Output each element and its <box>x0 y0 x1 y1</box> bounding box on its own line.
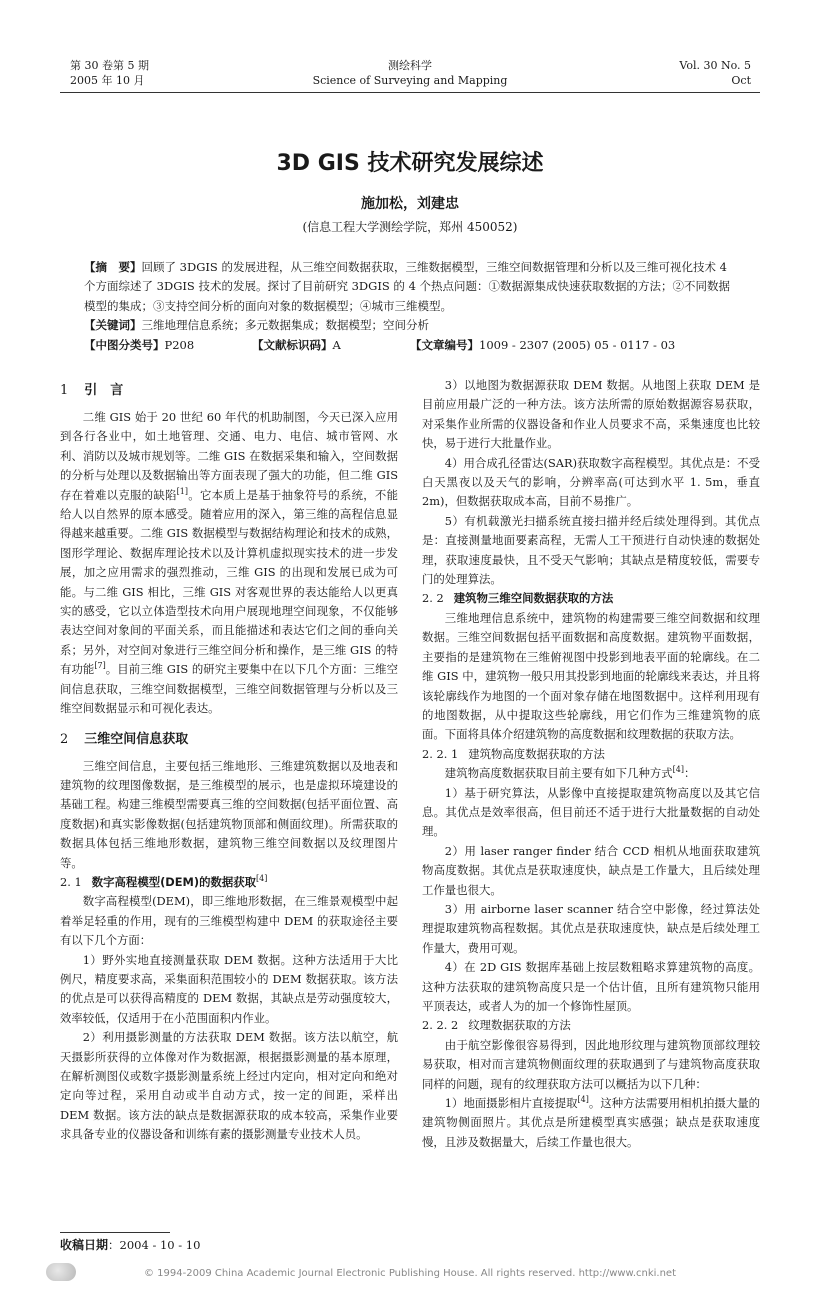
citation: [1] <box>176 486 188 496</box>
received-date <box>60 1236 200 1253</box>
article-number-label: 【文章编号】 <box>410 337 479 352</box>
doc-code-label: 【文献标识码】 <box>252 337 333 352</box>
clc-value: P208 <box>164 337 195 352</box>
paper-authors: 施加松，刘建忠 <box>361 196 459 212</box>
paper-title: 3D GIS 技术研究发展综述 <box>276 151 544 176</box>
list-item <box>422 1094 760 1152</box>
list-item: 3）以地图为数据源获取 DEM 数据。从地图上获取 DEM 是目前应用最广泛的一种方法。该方法所需的原始数据源容易获取，对采集作业所需的仪器设备和作业人员要求不高，采集速度也比较快，易于进行大批量作业。 <box>422 378 760 451</box>
doc-code-value: A <box>332 337 341 352</box>
list-item: 4）在 2D GIS 数据库基础上按层数粗略求算建筑物的高度。这种方法获取的建筑物高度只是一个估计值，且所有建筑物只能用平顶表达，或者人为的加一个修饰性屋顶。 <box>422 960 760 1013</box>
paragraph-text: 建筑物高度数据获取目前主要有如下几种方式 <box>444 766 673 781</box>
keywords-text: 三维地理信息系统；多元数据集成；数据模型；空间分析 <box>141 318 429 333</box>
volume-issue-en: Vol. 30 No. 5 <box>679 59 751 72</box>
section-number: 1 <box>60 383 69 398</box>
subsection-title: 建筑物高度数据获取的方法 <box>468 746 605 761</box>
subsection-2-2-heading <box>422 589 760 608</box>
list-item: 5）有机载激光扫描系统直接扫描并经后续处理得到。其优点是：直接测量地面要素高程，无需人工干预进行自动快速的数据处理，获取速度最快，且不受天气影响；其缺点是精度较低，需要专门的处理算法。 <box>422 513 760 587</box>
paragraph-text: ： <box>683 766 696 781</box>
author-affiliation: (信息工程大学测绘学院，郑州 450052) <box>302 220 518 234</box>
keywords <box>84 316 734 335</box>
section-1-heading <box>60 380 398 402</box>
subsection-number: 2. 2 <box>422 591 444 606</box>
abstract-block <box>84 258 734 355</box>
journal-name-cn: 测绘科学 <box>388 59 432 72</box>
citation: [4] <box>577 1095 589 1105</box>
header-rule <box>60 92 760 93</box>
article-number-value: 1009 - 2307 (2005) 05 - 0117 - 03 <box>479 337 676 352</box>
abstract-text: 回顾了 3DGIS 的发展进程，从三维空间数据获取，三维数据模型，三维空间数据管理和分析以及三维可视化技术 4 个方面综述了 3DGIS 技术的发展。探讨了目前研究 3DGIS 的 4 个热点问题：①数据源集成快速获取数据的方法；②不同数据模型的集成；③支持空间分析的面向对象的数据模型；④城市三维模型。 <box>84 260 731 313</box>
abstract-label: 【摘 要】 <box>84 260 142 274</box>
paragraph: 三维空间信息，主要包括三维地形、三维建筑数据以及地表和建筑物的纹理图像数据，是三维模型的展示，也是虚拟环境建设的基础工程。构建三维模型需要真三维的空间数据(包括平面位置、高度数据)和真实影像数据(包括建筑物顶部和侧面纹理)。所需获取的数据具体包括三维地形数据，建筑物三维空间数据以及纹理图片等。 <box>60 758 398 870</box>
subsection-2-2-2-heading <box>422 1016 760 1035</box>
keywords-label: 【关键词】 <box>84 318 142 333</box>
issue-month-en: Oct <box>731 74 751 87</box>
copyright-footer: © 1994-2009 China Academic Journal Electronic Publishing House. All rights reserved. http://www.cnki.net <box>144 1268 676 1279</box>
clc-label: 【中图分类号】 <box>84 337 165 352</box>
citation: [4] <box>256 874 268 884</box>
paragraph-text: 。这种方法需要用相机拍摄大量的建筑物侧面照片。其优点是所建模型真实感强；缺点是获取速度慢，且涉及数据量大，后续工作量也很大。 <box>422 1096 760 1149</box>
list-item: 1）基于研究算法，从影像中直接提取建筑物高度以及其它信息。其优点是效率很高，但目前还不适于进行大批量数据的自动处理。 <box>422 785 760 839</box>
paragraph: 由于航空影像很容易得到，因此地形纹理与建筑物顶部纹理较易获取，相对而言建筑物侧面纹理的获取遇到了与建筑物高度获取同样的问题，现有的纹理获取方法可以概括为以下几种： <box>422 1037 760 1091</box>
list-item: 3）用 airborne laser scanner 结合空中影像，经过算法处理提取建筑物高程数据。其优点是获取速度快，缺点是后续处理工作量大，费用可观。 <box>422 901 760 955</box>
right-column <box>422 376 760 1152</box>
subsection-title: 纹理数据获取的方法 <box>468 1018 571 1033</box>
paragraph-text: 。目前三维 GIS 的研究主要集中在以下几个方面：三维空间信息获取，三维空间数据模型，三维空间数据管理与分析以及三维空间数据显示和可视化表达。 <box>60 662 398 716</box>
abstract <box>84 258 734 316</box>
subsection-2-2-1-heading <box>422 745 760 764</box>
journal-name-en: Science of Surveying and Mapping <box>312 74 508 87</box>
footnote-rule <box>60 1232 170 1233</box>
paragraph-text: 。它本质上是基于抽象符号的系统，不能给人以自然界的原本感受。随着应用的深入，第三维的高程信息显得越来越重要。二维 GIS 数据模型与数据结构理论和技术的成熟，图形学理论、数据库理论技术以及计算机虚拟现实技术的进一步发展，加之应用需求的强烈推动，三维 GIS 的出现和发展已成为可能。与二维 GIS 相比，三维 GIS 对客观世界的表达能给人以更真实的感受，它以立体造型技术向用户展现地理空间现象，不仅能够表达空间对象间的平面关系，而且能描述和表达它们之间的垂向关系；另外，对空间对象进行三维空间分析和操作，是三维 GIS 的特有功能 <box>60 487 398 677</box>
paragraph: 三维地理信息系统中，建筑物的构建需要三维空间数据和纹理数据。三维空间数据包括平面数据和高度数据。建筑物平面数据，主要指的是建筑物在三维俯视图中投影到地表平面的轮廓线。在二维 GIS 中，建筑物一般只用其投影到地面的轮廓线来表达，并且将该轮廓线作为地图的一个面对象存储在地图数据中。这样利用现有的地图数据，从中提取这些轮廓线，用它们作为三维建筑物的底面。下面将具体介绍建筑物的高度数据和纹理数据的获取方法。 <box>422 610 760 742</box>
issue-date: 2005 年 10 月 <box>70 74 145 87</box>
journal-volume-header-en <box>631 58 751 88</box>
journal-volume-header <box>70 58 190 88</box>
paragraph-text: 二维 GIS 始于 20 世纪 60 年代的机助制图，今天已深入应用到各行各业中，如土地管理、交通、电力、电信、城市管网、水利、消防以及城市规划等。二维 GIS 在数据采集和输入，空间数据的分析与处理以及数据输出等方面表现了强大的功能，但二维 GIS 存在着难以克服的缺陷 <box>60 410 398 502</box>
list-item: 4）用合成孔径雷达(SAR)获取数字高程模型。其优点是：不受白天黑夜以及天气的影响，分辨率高(可达到水平 1. 5m，垂直 2m)，但数据获取成本高，目前不易推广。 <box>422 455 760 509</box>
citation: [4] <box>672 765 684 775</box>
subsection-title: 建筑物三维空间数据获取的方法 <box>453 591 614 606</box>
section-2-heading <box>60 729 398 751</box>
list-item: 2）利用摄影测量的方法获取 DEM 数据。该方法以航空，航天摄影所获得的立体像对作为数据源，根据摄影测量的基本原理，在解析测图仪或数字摄影测量系统上经过内定向，相对定向和绝对定向等过程，采用自动或半自动方式，按一定的间距，采样出 DEM 数据。该方法的缺点是数据源获取的成本较高，采集作业要求具备专业的仪器设备和训练有素的摄影测量专业技术人员。 <box>60 1030 398 1142</box>
subsection-number: 2. 2. 2 <box>422 1018 459 1033</box>
list-item: 1）野外实地直接测量获取 DEM 数据。这种方法适用于大比例尺，精度要求高，采集面积范围较小的 DEM 数据获取。该方法的优点是可以获得高精度的 DEM 数据，其缺点是劳动强度较大，效率较低，仅适用于在小范围面积内作业。 <box>60 952 398 1025</box>
received-label: 收稿日期 <box>60 1238 109 1252</box>
classification-row <box>84 336 734 355</box>
volume-issue: 第 30 卷第 5 期 <box>70 59 149 72</box>
subsection-number: 2. 1 <box>60 874 82 889</box>
subsection-title: 数字高程模型(DEM)的数据获取 <box>91 874 257 889</box>
list-item: 2）用 laser ranger finder 结合 CCD 相机从地面获取建筑物高度数据。其优点是获取速度快，缺点是工作量大，且后续处理工作量也很大。 <box>422 843 760 897</box>
section-title: 三维空间信息获取 <box>84 731 189 747</box>
paragraph: 数字高程模型(DEM)，即三维地形数据，在三维景观模型中起着举足轻重的作用，现有的三维模型构建中 DEM 的获取途径主要有以下几个方面： <box>60 894 398 948</box>
journal-name-header <box>300 58 520 88</box>
paragraph <box>60 408 398 719</box>
received-value: ：2004 - 10 - 10 <box>108 1238 201 1252</box>
paragraph-text: 1）地面摄影相片直接提取 <box>444 1096 578 1111</box>
left-column <box>60 376 398 1145</box>
section-title: 引 言 <box>84 383 124 398</box>
subsection-number: 2. 2. 1 <box>422 746 459 761</box>
section-number: 2 <box>60 731 69 747</box>
paragraph <box>422 764 760 783</box>
citation: [7] <box>94 661 106 671</box>
subsection-2-1-heading <box>60 873 398 892</box>
